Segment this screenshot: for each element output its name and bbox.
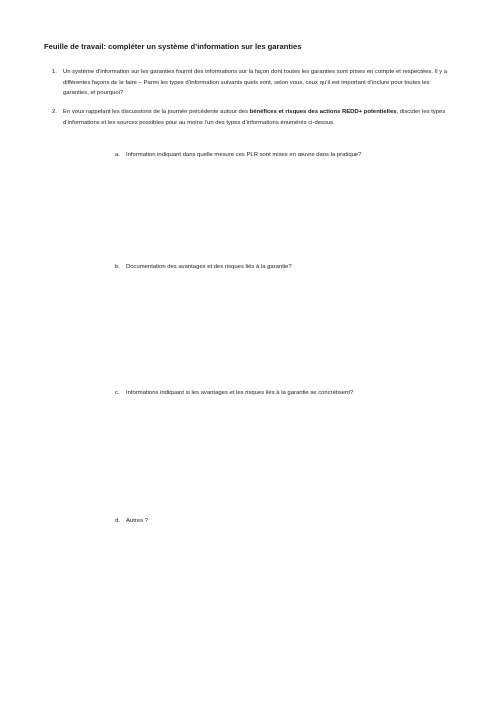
question-1 — [52, 67, 452, 99]
question-2-text — [63, 107, 452, 128]
sub-item-d-text: Autres ? — [126, 518, 148, 524]
question-1-text: Un système d’information sur les garanties fournit des informations sur la façon dont toutes les garanties sont prises en compte et respectées. Il y a différentes façons de le faire – Parmi les types d’information suivants quels sont, selon vous, ceux qu’il est important d’inclure pour toutes les garanties, et pourquoi? — [63, 69, 448, 96]
sub-item-d — [115, 516, 148, 526]
question-2-text-before: En vous rappelant les discussions de la journée précédente autour des — [63, 109, 250, 115]
sub-item-c-letter: c. — [115, 390, 120, 396]
question-2-text-bold: bénéfices et risques des actions REDD+ potentielles — [249, 109, 397, 115]
sub-item-b-letter: b. — [115, 264, 120, 270]
question-2 — [52, 107, 452, 128]
worksheet-title: Feuille de travail: compléter un système d’information sur les garanties — [44, 42, 302, 51]
sub-item-a-text: Information indiquant dans quelle mesure ces PLR sont mises en œuvre dans la pratique? — [126, 152, 362, 158]
sub-item-d-letter: d. — [115, 518, 120, 524]
question-2-text-after: , discuter les types d’informations et les sources possibles pour au moins l’un des types d’informations énumérés ci-dessus. — [63, 109, 446, 126]
sub-item-c — [115, 388, 353, 398]
sub-item-a-letter: a. — [115, 152, 120, 158]
sub-item-b — [115, 262, 292, 272]
question-1-number: 1. — [52, 69, 57, 75]
question-2-number: 2. — [52, 109, 57, 115]
sub-item-a — [115, 150, 361, 160]
sub-item-b-text: Documentation des avantages et des risques liés à la garantie? — [126, 264, 292, 270]
sub-item-c-text: Informations indiquant si les avantages et les risques liés à la garantie se concrétisent? — [126, 390, 354, 396]
